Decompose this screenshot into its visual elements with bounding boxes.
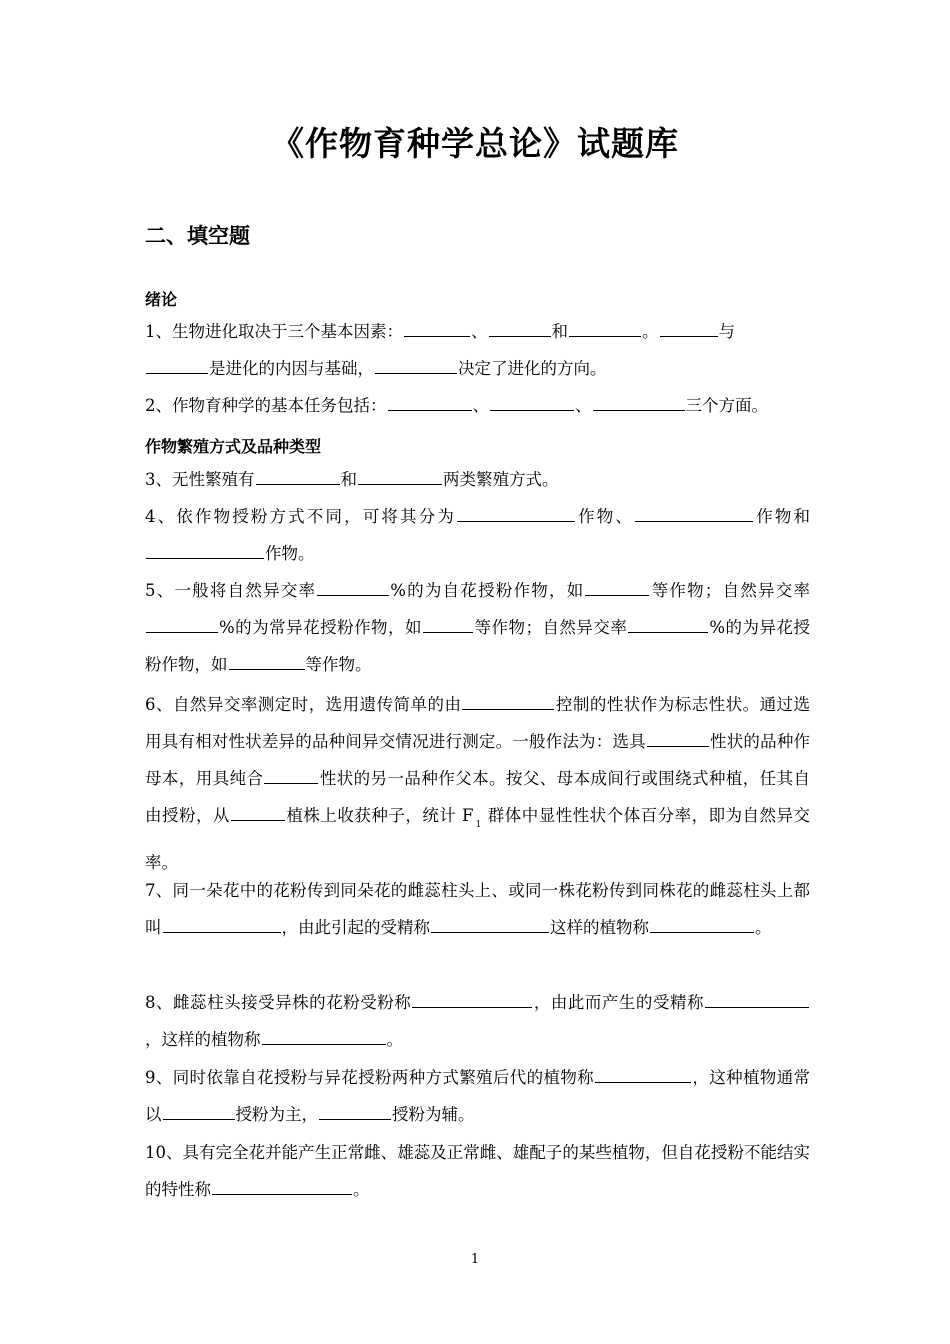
question-10: 10、具有完全花并能产生正常雌、雄蕊及正常雌、雄配子的某些植物，但自花授粉不能结实的特性称 。 — [145, 1143, 810, 1199]
page-number: 1 — [470, 1252, 480, 1267]
question-2: 2、作物育种学的基本任务包括： 、 、 三个方面。 — [145, 387, 810, 424]
answer-blank[interactable] — [404, 319, 470, 337]
answer-blank[interactable] — [431, 915, 549, 933]
answer-blank[interactable] — [319, 1102, 391, 1120]
answer-blank[interactable] — [635, 504, 753, 522]
question-6: 6、自然异交率测定时，选用遗传简单的由 控制的性状作为标志性状。通过选用具有相对性状差异的品种间异交情况进行测定。一般作法为：选具 性状的品种作母本，用具纯合 性状的另一品种作父本。按父、母本成间行或围绕式种植，任其自由授粉，从 植株上收获种子，统计 F $_1$ 群体中显性性状个体百分率，即为自然异交率。 — [145, 686, 810, 881]
answer-blank[interactable] — [647, 729, 709, 747]
answer-blank[interactable] — [163, 1102, 235, 1120]
document-title: 《作物育种学总论》试题库 — [271, 124, 679, 163]
question-3: 3、无性繁殖有 和 两类繁殖方式。 — [145, 461, 810, 498]
answer-blank[interactable] — [585, 578, 649, 596]
answer-blank[interactable] — [595, 1065, 691, 1083]
answer-blank[interactable] — [650, 915, 754, 933]
answer-blank[interactable] — [358, 467, 442, 485]
question-9: 9、同时依靠自花授粉与异花授粉两种方式繁殖后代的植物称 ，这种植物通常以 授粉为主， 授粉为辅。 — [145, 1059, 810, 1133]
answer-blank[interactable] — [660, 319, 718, 337]
answer-blank[interactable] — [264, 766, 318, 784]
answer-blank[interactable] — [375, 356, 457, 374]
answer-blank[interactable] — [262, 1027, 386, 1045]
answer-blank[interactable] — [705, 990, 809, 1008]
subheading-reproduction-types: 作物繁殖方式及品种类型 — [145, 437, 322, 456]
answer-blank[interactable] — [388, 393, 472, 411]
answer-blank[interactable] — [256, 467, 340, 485]
answer-blank[interactable] — [569, 319, 641, 337]
answer-blank[interactable] — [317, 578, 389, 596]
answer-blank[interactable] — [490, 393, 574, 411]
question-7: 7、同一朵花中的花粉传到同朵花的雌蕊柱头上、或同一株花粉传到同株花的雌蕊柱头上都叫 ，由此引起的受精称 这样的植物称 。 — [145, 881, 810, 937]
subheading-introduction: 绪论 — [145, 290, 178, 309]
answer-blank[interactable] — [146, 356, 208, 374]
question-8: 8、雌蕊柱头接受异株的花粉受粉称 ，由此而产生的受精称，这样的植物称 。 — [145, 984, 810, 1058]
answer-blank[interactable] — [412, 990, 532, 1008]
answer-blank[interactable] — [462, 692, 554, 710]
question-4: 4、依作物授粉方式不同，可将其分为 作物、 作物和作物。 — [145, 498, 810, 572]
question-5: 5、一般将自然异交率 %的为自花授粉作物，如 等作物；自然异交率%的为常异花授粉作物，如 等作物；自然异交率 %的为异花授粉作物，如 等作物。 — [145, 572, 810, 683]
answer-blank[interactable] — [628, 615, 708, 633]
answer-blank[interactable] — [229, 652, 305, 670]
answer-blank[interactable] — [146, 615, 218, 633]
answer-blank[interactable] — [231, 803, 285, 821]
answer-blank[interactable] — [212, 1177, 352, 1195]
section-heading: 二、填空题 — [145, 224, 250, 248]
answer-blank[interactable] — [489, 319, 551, 337]
answer-blank[interactable] — [146, 541, 264, 559]
answer-blank[interactable] — [457, 504, 575, 522]
answer-blank[interactable] — [423, 615, 473, 633]
question-1: 1、生物进化取决于三个基本因素： 、 和 。 与 是进化的内因与基础， 决定了进化的方向。 — [145, 313, 810, 387]
answer-blank[interactable] — [593, 393, 685, 411]
answer-blank[interactable] — [163, 915, 281, 933]
